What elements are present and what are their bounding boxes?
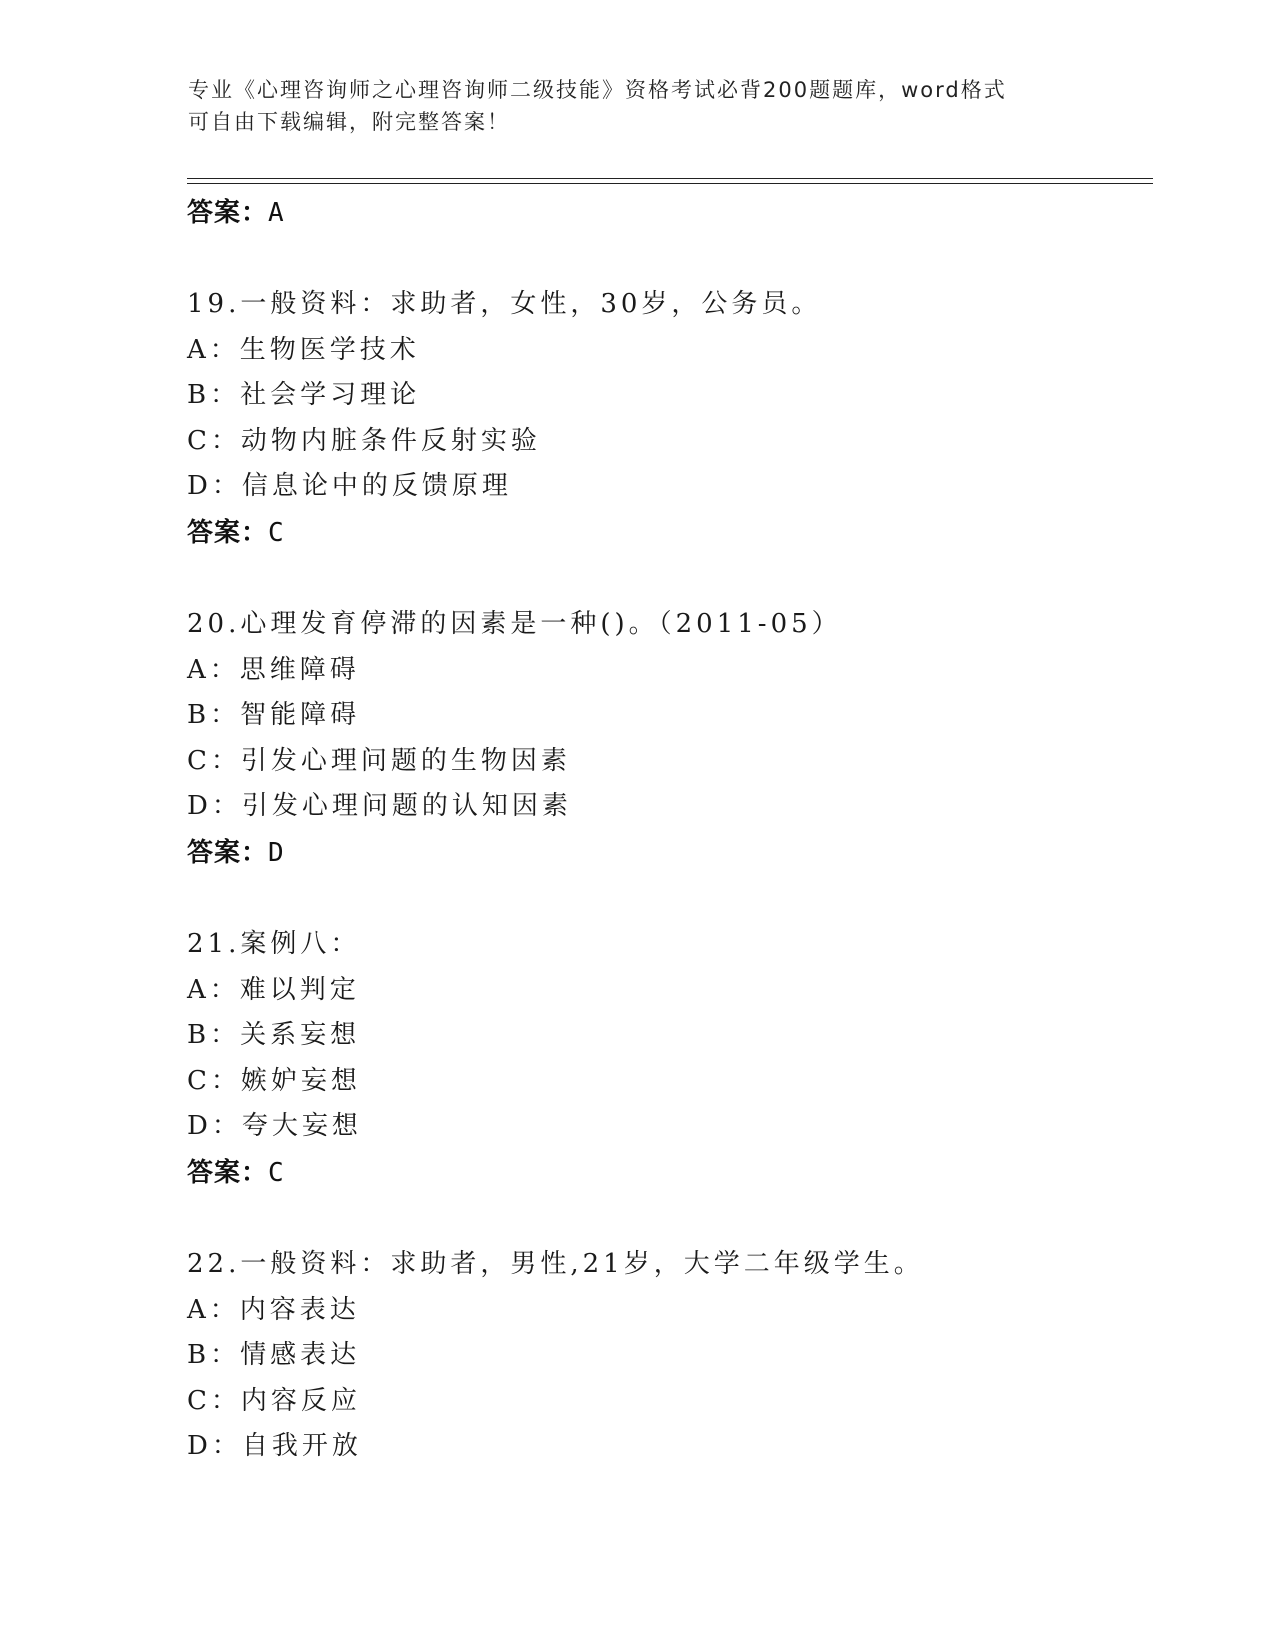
option-d: D：引发心理问题的认知因素 (187, 791, 572, 822)
spacer (187, 236, 1147, 282)
answer-line (187, 830, 1147, 876)
answer-line (187, 1150, 1147, 1196)
option-b: B：情感表达 (187, 1340, 361, 1371)
option-a: A：生物医学技术 (187, 334, 420, 365)
document-header (188, 74, 1088, 138)
option-b: B：社会学习理论 (187, 380, 421, 411)
answer-label: 答案： (187, 517, 269, 548)
question-list (187, 190, 1147, 1470)
answer-label: 答案： (187, 837, 269, 868)
question-20 (187, 602, 1147, 876)
answer-line (187, 190, 1147, 236)
option-c: C：引发心理问题的生物因素 (187, 745, 571, 776)
header-rule-bottom (187, 183, 1153, 184)
question-19 (187, 282, 1147, 556)
spacer (187, 1196, 1147, 1242)
option-c: C：动物内脏条件反射实验 (187, 425, 541, 456)
option-b: B：关系妄想 (187, 1020, 361, 1051)
answer-value: C (268, 1157, 285, 1188)
option-d: D：自我开放 (187, 1431, 362, 1462)
option-a: A：内容表达 (187, 1294, 360, 1325)
answer-label: 答案： (187, 1157, 269, 1188)
option-d: D：夸大妄想 (187, 1111, 362, 1142)
answer-value: C (268, 517, 285, 548)
question-stem: 19.一般资料：求助者，女性，30岁，公务员。 (187, 289, 822, 319)
question-stem: 21.案例八： (187, 928, 361, 959)
answer-line (187, 510, 1147, 556)
option-c: C：内容反应 (187, 1385, 361, 1416)
answer-label: 答案： (187, 198, 269, 228)
option-a: A：难以判定 (187, 974, 360, 1005)
option-a: A：思维障碍 (187, 654, 360, 685)
question-21 (187, 922, 1147, 1196)
header-line-2: 可自由下载编辑，附完整答案！ (188, 110, 510, 134)
option-d: D：信息论中的反馈原理 (187, 471, 512, 502)
option-b: B：智能障碍 (187, 700, 361, 731)
spacer (187, 556, 1147, 602)
question-22 (187, 1242, 1147, 1470)
header-line-1: 专业《心理咨询师之心理咨询师二级技能》资格考试必背200题题库，word格式 (188, 78, 1007, 102)
question-stem: 20.心理发育停滞的因素是一种()。（2011-05） (187, 608, 842, 639)
spacer (187, 876, 1147, 922)
question-stem: 22.一般资料：求助者，男性,21岁，大学二年级学生。 (187, 1248, 924, 1279)
header-rule-top (187, 178, 1153, 179)
option-c: C：嫉妒妄想 (187, 1065, 361, 1096)
answer-value: D (268, 837, 285, 868)
answer-value: A (268, 198, 285, 228)
